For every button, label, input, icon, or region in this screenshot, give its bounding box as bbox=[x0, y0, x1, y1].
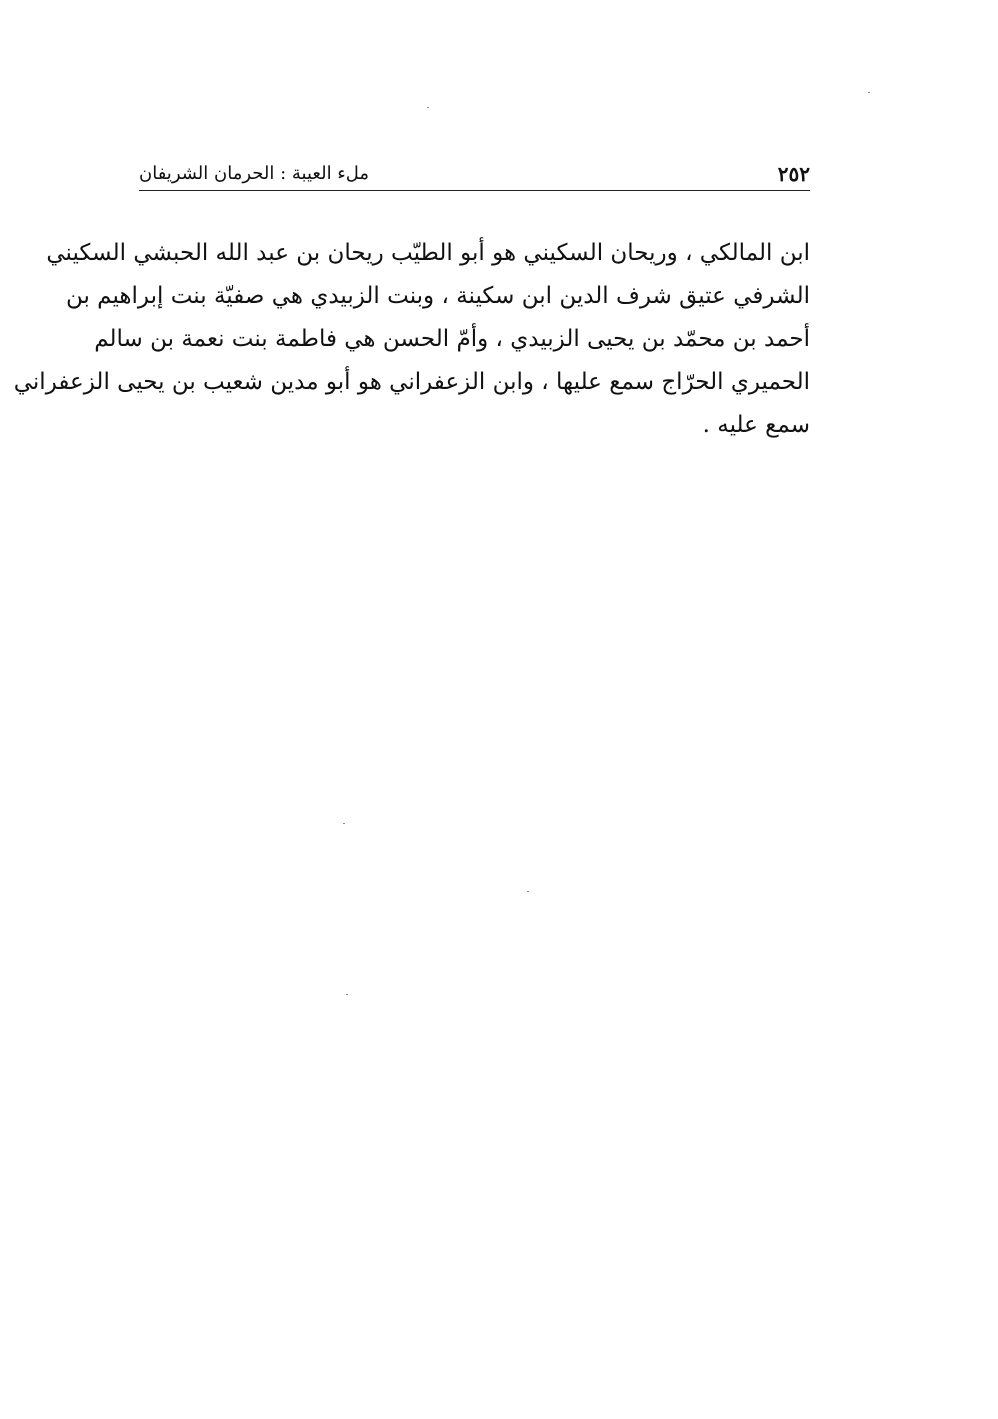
scan-speck bbox=[527, 891, 529, 892]
text-line-3: أحمد بن محمّد بن يحيى الزبيدي ، وأمّ الحسن هي فاطمة بنت نعمة بن سالم bbox=[94, 326, 810, 352]
header-rule bbox=[139, 190, 810, 191]
body-paragraph bbox=[13, 232, 810, 447]
text-line-1: ابن المالكي ، وريحان السكيني هو أبو الطيّب ريحان بن عبد الله الحبشي السكيني bbox=[46, 240, 810, 266]
text-line-5: سمع عليه . bbox=[702, 412, 810, 438]
scan-speck bbox=[343, 823, 345, 824]
text-line-4: الحميري الحرّاج سمع عليها ، وابن الزعفراني هو أبو مدين شعيب بن يحيى الزعفراني bbox=[13, 369, 810, 395]
scan-speck bbox=[427, 107, 429, 108]
running-title: ملء العيبة : الحرمان الشريفان bbox=[139, 163, 370, 184]
page-header bbox=[139, 160, 810, 190]
scan-speck bbox=[868, 92, 870, 93]
page-number: ٢٥٢ bbox=[777, 162, 810, 186]
text-line-2: الشرفي عتيق شرف الدين ابن سكينة ، وبنت الزبيدي هي صفيّة بنت إبراهيم بن bbox=[65, 283, 810, 309]
scan-speck bbox=[346, 994, 348, 995]
